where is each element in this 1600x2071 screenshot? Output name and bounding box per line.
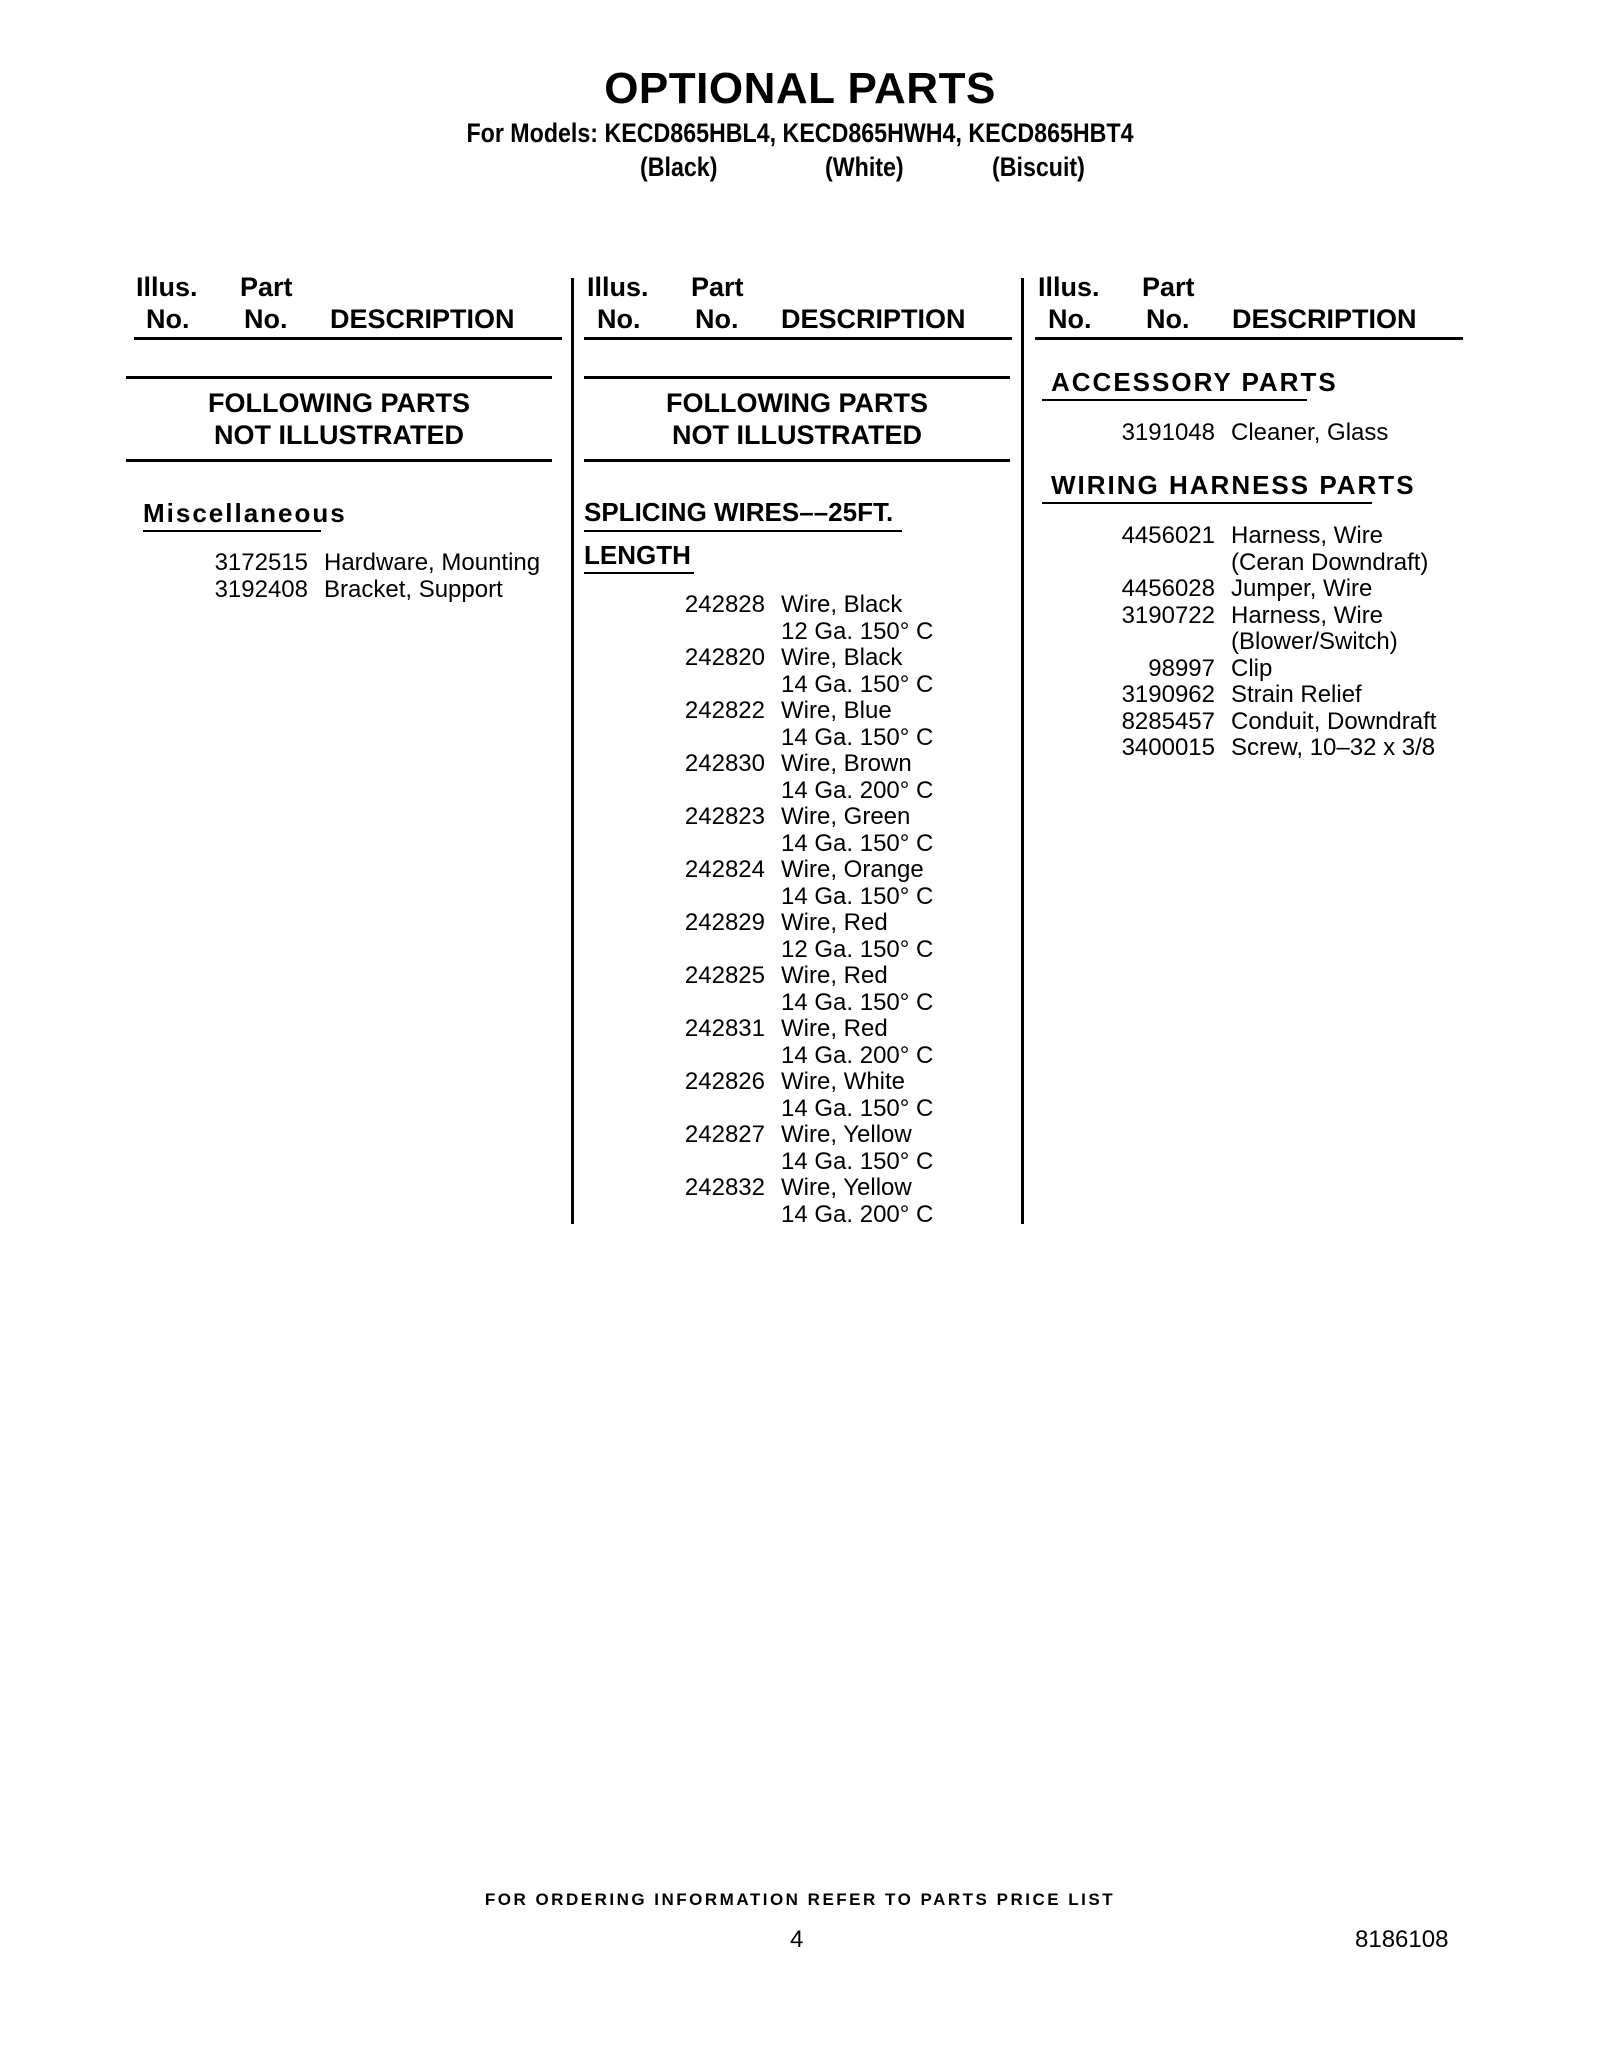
list-item — [1105, 709, 1436, 736]
part-number: 242827 — [684, 1121, 765, 1148]
list-item — [660, 1016, 933, 1069]
header-rule-2 — [584, 337, 1012, 340]
part-number: 3190962 — [1121, 681, 1215, 708]
part-number: 242832 — [684, 1174, 765, 1201]
list-item — [205, 550, 540, 577]
list-item — [660, 910, 933, 963]
header-rule-1 — [134, 337, 562, 340]
header-rule-3 — [1035, 337, 1463, 340]
section-splicing-wires: SPLICING WIRES––25FT. — [584, 497, 894, 527]
list-item — [660, 1122, 933, 1175]
page-number: 4 — [790, 1926, 804, 1953]
section-rule-wiring — [1042, 502, 1372, 504]
list-item — [660, 698, 933, 751]
part-label: Part — [1142, 272, 1195, 302]
list-item — [660, 751, 933, 804]
part-number: 3191048 — [1121, 419, 1215, 446]
part-description: Bracket, Support — [324, 575, 503, 603]
model-color-biscuit: (Biscuit) — [992, 152, 1085, 182]
part-number: 3400015 — [1121, 734, 1215, 761]
part-description: Wire, Red 14 Ga. 150° C — [781, 962, 934, 1016]
part-description: Wire, Yellow 14 Ga. 200° C — [781, 1174, 934, 1228]
section-accessory-parts: ACCESSORY PARTS — [1051, 367, 1338, 397]
list-item — [660, 1069, 933, 1122]
accessory-parts-list — [1105, 420, 1388, 447]
section-rule-misc — [143, 530, 321, 532]
ordering-info-footer: FOR ORDERING INFORMATION REFER TO PARTS PRICE LIST — [484, 1890, 1116, 1909]
list-item — [660, 1175, 933, 1228]
column-divider-1 — [571, 278, 574, 1224]
part-number: 3172515 — [214, 549, 308, 576]
part-number: 8285457 — [1121, 707, 1215, 735]
part-no-label: No. — [1146, 304, 1190, 334]
section-wiring-harness-parts: WIRING HARNESS PARTS — [1051, 470, 1416, 500]
part-description: Wire, Red 12 Ga. 150° C — [781, 909, 934, 963]
column-header-1 — [136, 272, 576, 342]
illus-no-label: No. — [597, 304, 641, 334]
part-number: 242829 — [684, 909, 765, 936]
part-description: Wire, Black 12 Ga. 150° C — [781, 591, 934, 645]
page-title: OPTIONAL PARTS — [604, 64, 996, 113]
part-number: 242822 — [684, 697, 765, 724]
part-number: 4456028 — [1121, 575, 1215, 602]
part-number: 3192408 — [214, 575, 308, 603]
box-line-1: FOLLOWING PARTS — [208, 388, 470, 418]
part-description: Jumper, Wire — [1231, 575, 1373, 602]
part-number: 242831 — [684, 1015, 765, 1042]
list-item — [1105, 682, 1436, 709]
list-item — [1105, 420, 1388, 447]
model-color-white: (White) — [825, 152, 904, 182]
column-header-3 — [1038, 272, 1478, 342]
box-line-2: NOT ILLUSTRATED — [672, 420, 922, 450]
part-number: 3190722 — [1121, 601, 1215, 629]
part-description: Clip — [1231, 654, 1273, 682]
list-item — [660, 592, 933, 645]
part-number: 4456021 — [1121, 522, 1215, 549]
list-item — [1105, 603, 1436, 656]
box-line-1: FOLLOWING PARTS — [666, 388, 928, 418]
splicing-wire-list — [660, 592, 933, 1228]
list-item — [205, 577, 540, 604]
section-rule-splicing — [584, 530, 902, 532]
illus-label: Illus. — [136, 272, 198, 302]
illus-no-label: No. — [1048, 304, 1092, 334]
misc-parts-list — [205, 550, 540, 603]
section-length: LENGTH — [584, 540, 691, 570]
part-description: Wire, Green 14 Ga. 150° C — [781, 803, 934, 857]
part-number: 242824 — [684, 856, 765, 883]
part-description: Cleaner, Glass — [1231, 419, 1389, 446]
list-item — [660, 645, 933, 698]
list-item — [660, 963, 933, 1016]
part-description: Wire, Red 14 Ga. 200° C — [781, 1015, 934, 1069]
wiring-harness-list — [1105, 523, 1436, 762]
list-item — [1105, 523, 1436, 576]
list-item — [660, 804, 933, 857]
models-subtitle: For Models: KECD865HBL4, KECD865HWH4, KECD865HBT4 — [466, 118, 1134, 148]
part-description: Screw, 10–32 x 3/8 — [1231, 734, 1436, 761]
illus-label: Illus. — [1038, 272, 1100, 302]
list-item — [1105, 735, 1436, 762]
part-description: Wire, Brown 14 Ga. 200° C — [781, 750, 934, 804]
part-description: Strain Relief — [1231, 681, 1362, 708]
model-color-black: (Black) — [640, 152, 718, 182]
illus-label: Illus. — [587, 272, 649, 302]
part-number: 98997 — [1148, 654, 1215, 682]
part-number: 242830 — [684, 750, 765, 777]
document-number: 8186108 — [1355, 1926, 1449, 1953]
illus-no-label: No. — [146, 304, 190, 334]
description-label: DESCRIPTION — [330, 304, 515, 334]
part-label: Part — [691, 272, 744, 302]
list-item — [1105, 656, 1436, 683]
part-description: Harness, Wire (Blower/Switch) — [1231, 601, 1398, 655]
description-label: DESCRIPTION — [1232, 304, 1417, 334]
column-divider-2 — [1021, 278, 1024, 1224]
not-illustrated-box-1 — [126, 376, 552, 462]
part-number: 242823 — [684, 803, 765, 830]
part-description: Wire, Yellow 14 Ga. 150° C — [781, 1121, 934, 1175]
section-miscellaneous: Miscellaneous — [143, 498, 347, 528]
part-no-label: No. — [244, 304, 288, 334]
part-number: 242828 — [684, 591, 765, 618]
part-number: 242826 — [684, 1068, 765, 1095]
list-item — [1105, 576, 1436, 603]
part-description: Wire, Orange 14 Ga. 150° C — [781, 856, 934, 910]
part-description: Conduit, Downdraft — [1231, 707, 1437, 735]
part-description: Wire, Black 14 Ga. 150° C — [781, 644, 934, 698]
list-item — [660, 857, 933, 910]
part-no-label: No. — [695, 304, 739, 334]
part-number: 242825 — [684, 962, 765, 989]
description-label: DESCRIPTION — [781, 304, 966, 334]
part-description: Wire, White 14 Ga. 150° C — [781, 1068, 934, 1122]
box-line-2: NOT ILLUSTRATED — [214, 420, 464, 450]
part-description: Wire, Blue 14 Ga. 150° C — [781, 697, 934, 751]
part-description: Hardware, Mounting — [324, 549, 541, 576]
section-rule-accessory — [1042, 399, 1307, 401]
part-number: 242820 — [684, 644, 765, 671]
part-description: Harness, Wire (Ceran Downdraft) — [1231, 522, 1429, 576]
section-rule-length — [584, 572, 694, 574]
not-illustrated-box-2 — [584, 376, 1010, 462]
part-label: Part — [240, 272, 293, 302]
column-header-2 — [587, 272, 1027, 342]
